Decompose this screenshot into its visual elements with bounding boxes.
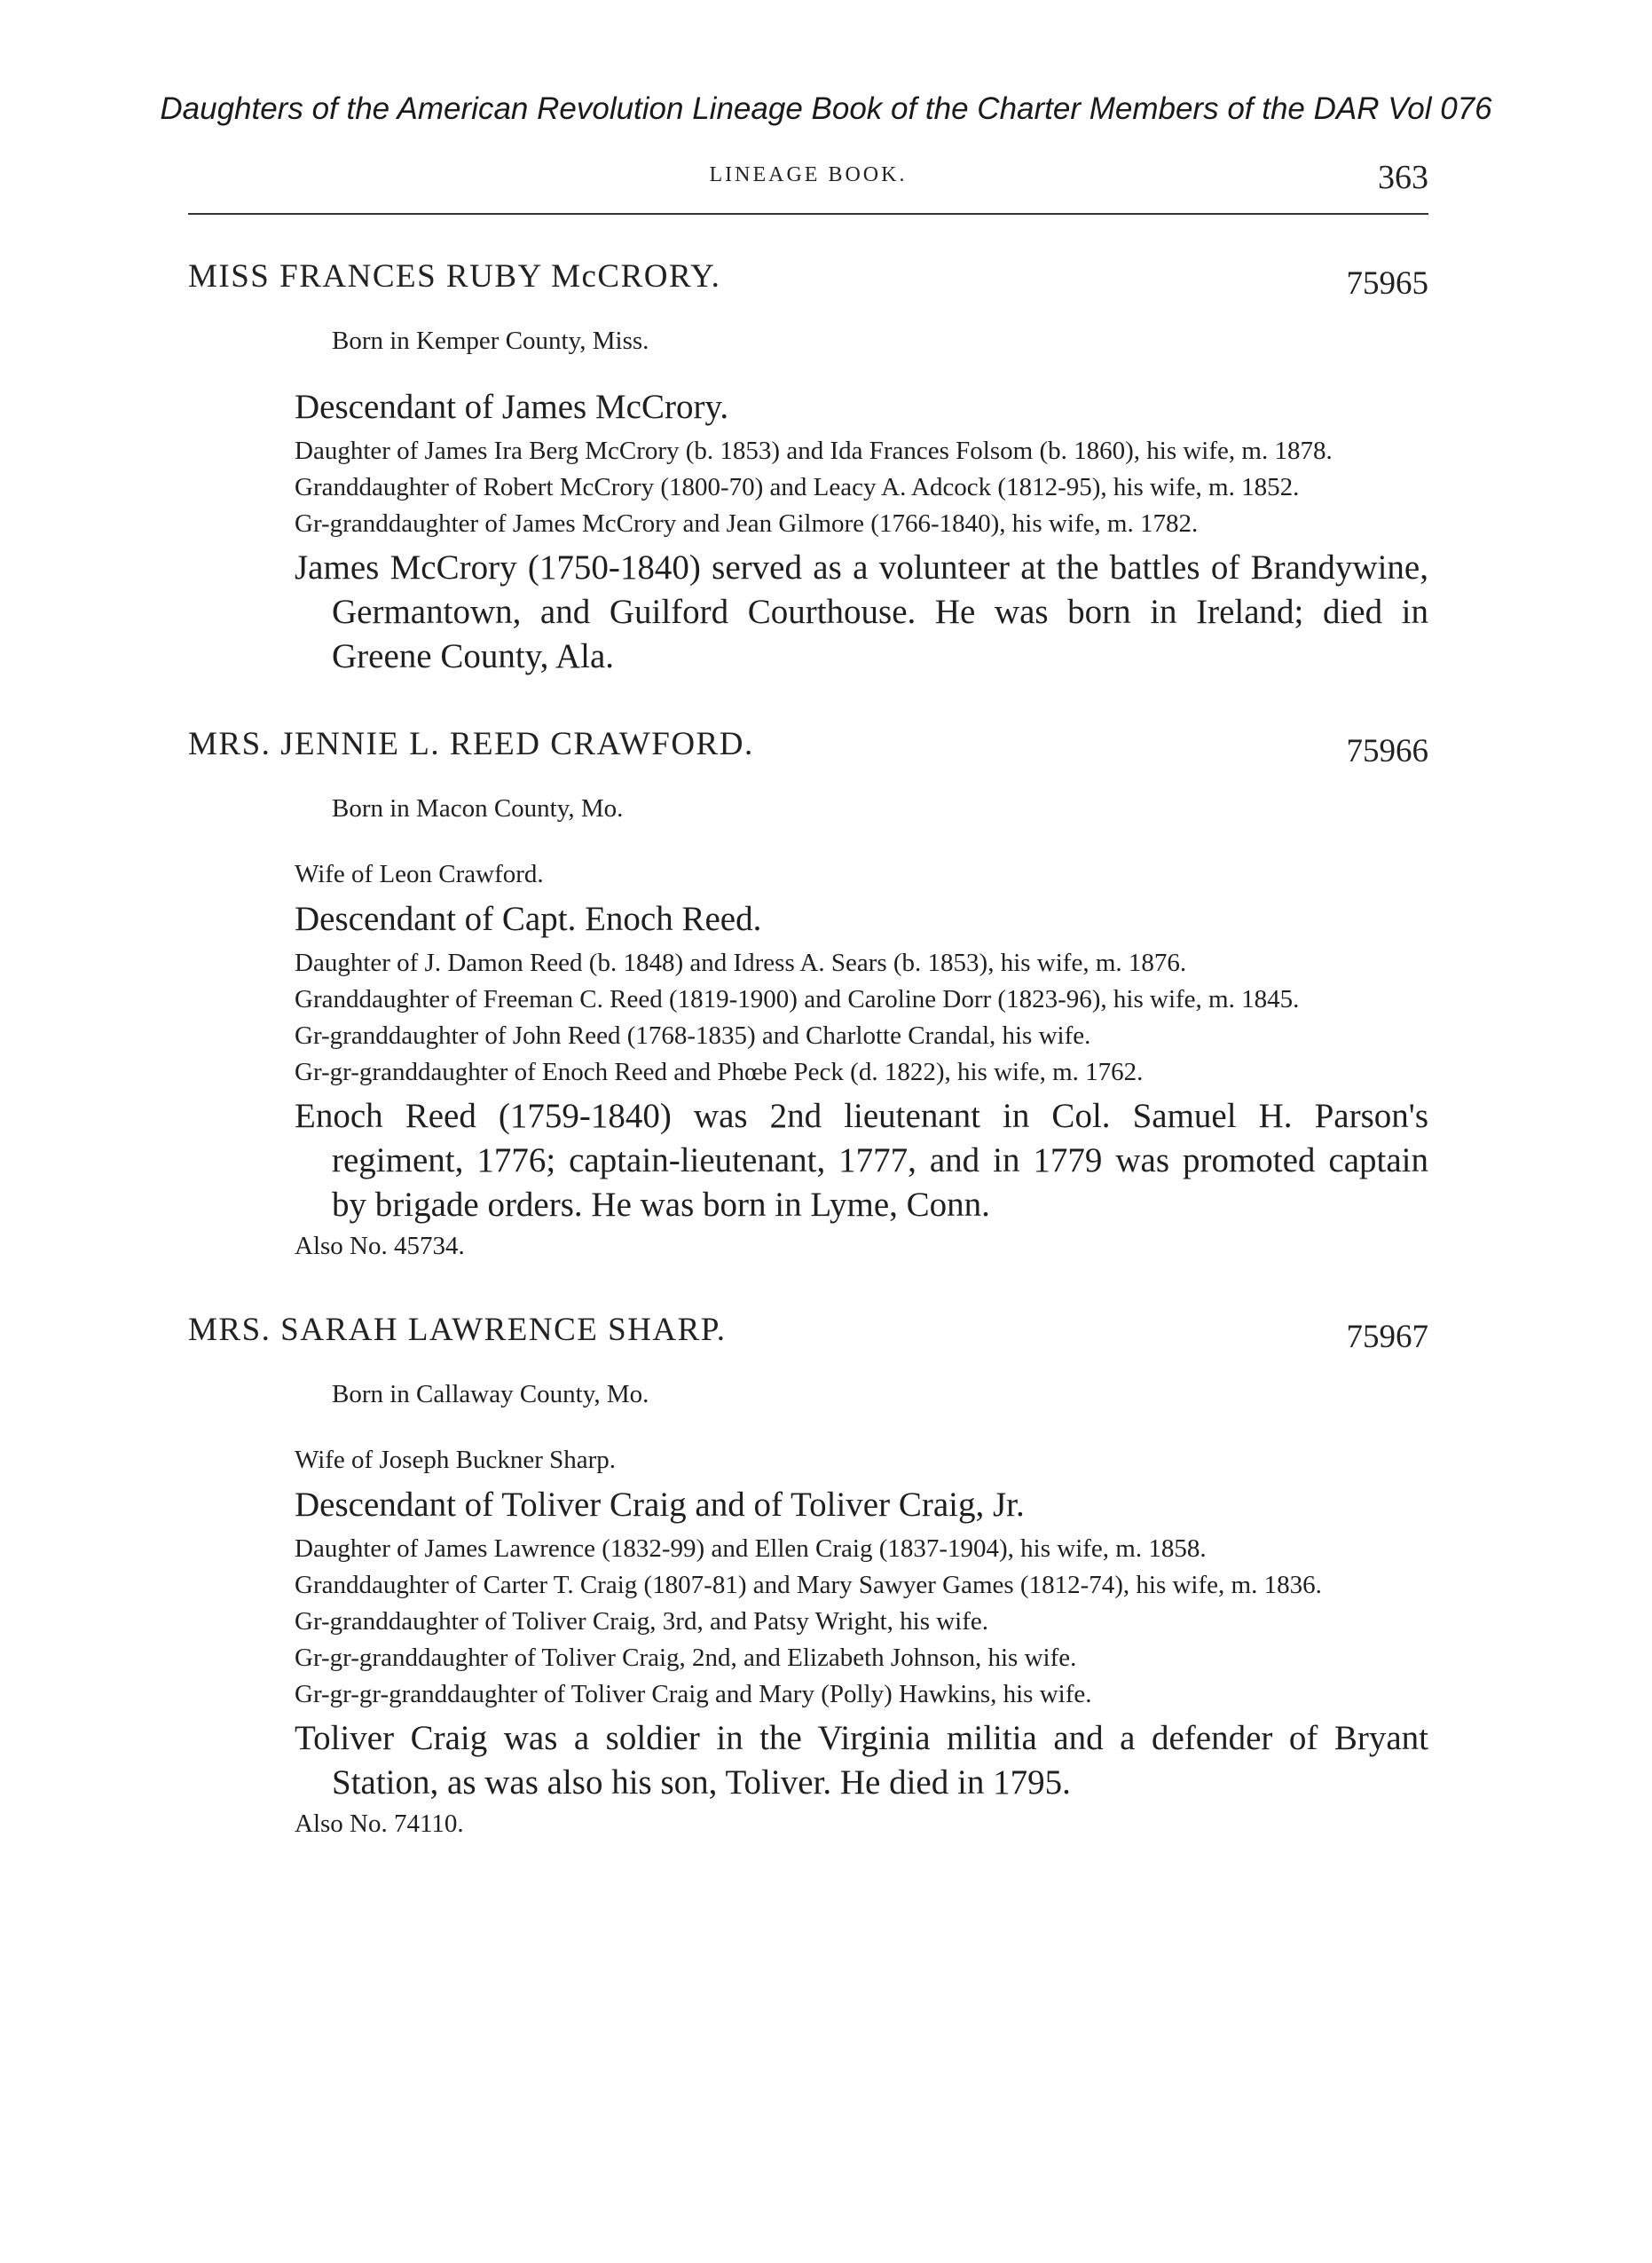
header-rule [188,213,1428,215]
lineage-line: Gr-gr-granddaughter of Enoch Reed and Phœbe Peck (d. 1822), his wife, m. 1762. [295,1058,1144,1086]
member-name: MISS FRANCES RUBY McCRORY. [188,258,721,295]
also-number: Also No. 74110. [295,1810,464,1838]
member-name: MRS. JENNIE L. REED CRAWFORD. [188,726,754,762]
lineage-line: Daughter of James Lawrence (1832-99) and Ellen Craig (1837-1904), his wife, m. 1858. [295,1534,1207,1563]
birthplace: Born in Kemper County, Miss. [332,327,649,355]
member-number: 75967 [1346,1319,1428,1355]
lineage-entry-75966 [188,725,1428,1265]
member-number: 75966 [1346,733,1428,769]
lineage-entry-75965 [188,257,1428,679]
lineage-line: Granddaughter of Robert McCrory (1800-70) and Leacy A. Adcock (1812-95), his wife, m. 1852. [295,473,1300,501]
lineage-line: Gr-gr-granddaughter of Toliver Craig, 2nd, and Elizabeth Johnson, his wife. [295,1644,1077,1672]
service-record: Enoch Reed (1759-1840) was 2nd lieutenant in Col. Samuel H. Parson's regiment, 1776; captain-lieutenant, 1777, and in 1779 was promoted captain by brigade orders. He was born in Lyme, Conn. [295,1097,1428,1224]
lineage-line: Granddaughter of Freeman C. Reed (1819-1900) and Caroline Dorr (1823-96), his wife, m. 1845. [295,985,1300,1013]
service-record: Toliver Craig was a soldier in the Virginia militia and a defender of Bryant Station, as was also his son, Toliver. He died in 1795. [295,1719,1428,1802]
source-banner: Daughters of the American Revolution Lineage Book of the Charter Members of the DAR Vol 076 [160,91,1492,126]
lineage-line: Gr-granddaughter of John Reed (1768-1835) and Charlotte Crandal, his wife. [295,1021,1091,1050]
lineage-line: Gr-granddaughter of Toliver Craig, 3rd, and Patsy Wright, his wife. [295,1607,989,1636]
lineage-line: Gr-gr-gr-granddaughter of Toliver Craig and Mary (Polly) Hawkins, his wife. [295,1680,1092,1708]
descendant-of: Descendant of Toliver Craig and of Toliver Craig, Jr. [295,1486,1025,1524]
birthplace: Born in Callaway County, Mo. [332,1380,649,1408]
wife-of: Wife of Leon Crawford. [295,860,544,888]
also-number: Also No. 45734. [295,1232,465,1260]
member-name: MRS. SARAH LAWRENCE SHARP. [188,1312,727,1348]
lineage-entry-75967 [188,1311,1428,1842]
service-record: James McCrory (1750-1840) served as a volunteer at the battles of Brandywine, Germantown, and Guilford Courthouse. He was born in Ireland; died in Greene County, Ala. [295,548,1428,675]
lineage-line: Daughter of James Ira Berg McCrory (b. 1853) and Ida Frances Folsom (b. 1860), his wife, m. 1878. [295,437,1333,465]
entry-heading [188,1311,1428,1364]
page-number: 363 [1378,159,1428,196]
lineage-line: Daughter of J. Damon Reed (b. 1848) and Idress A. Sears (b. 1853), his wife, m. 1876. [295,949,1187,977]
descendant-of: Descendant of Capt. Enoch Reed. [295,900,762,938]
entry-heading [188,725,1428,778]
running-head [188,158,1428,211]
page-body [188,257,1428,1888]
running-title: LINEAGE BOOK. [709,163,908,186]
entry-heading [188,257,1428,311]
descendant-of: Descendant of James McCrory. [295,388,729,426]
member-number: 75965 [1346,265,1428,302]
lineage-line: Granddaughter of Carter T. Craig (1807-81) and Mary Sawyer Games (1812-74), his wife, m. 1836. [295,1571,1322,1599]
wife-of: Wife of Joseph Buckner Sharp. [295,1446,617,1474]
birthplace: Born in Macon County, Mo. [332,794,624,823]
lineage-line: Gr-granddaughter of James McCrory and Jean Gilmore (1766-1840), his wife, m. 1782. [295,509,1199,538]
